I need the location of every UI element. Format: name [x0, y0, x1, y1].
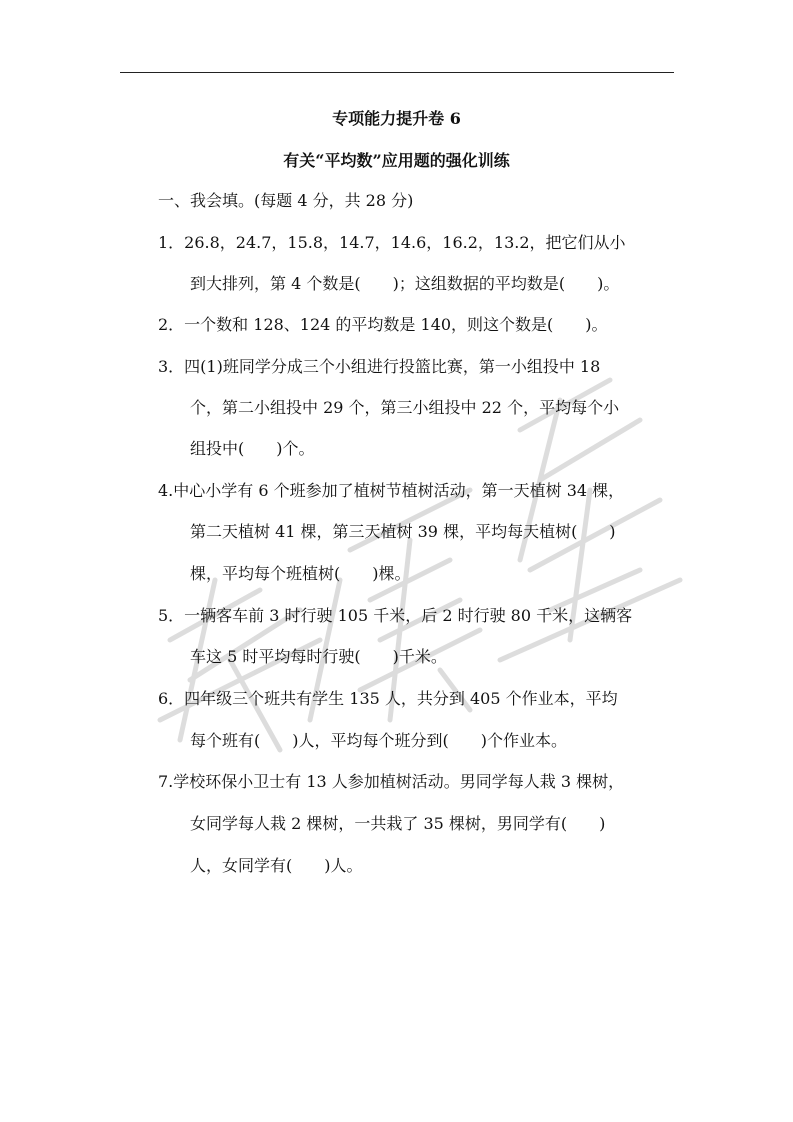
question-line: 6．四年级三个班共有学生 135 人，共分到 405 个作业本，平均	[158, 689, 618, 708]
question-line: 组投中( )个。	[190, 439, 315, 458]
page-title: 专项能力提升卷 6	[332, 109, 461, 128]
question-line: 4.中心小学有 6 个班参加了植树节植树活动，第一天植树 34 棵，	[158, 481, 625, 500]
header-rule	[120, 72, 674, 73]
question-line: 5．一辆客车前 3 时行驶 105 千米，后 2 时行驶 80 千米，这辆客	[158, 606, 633, 625]
question-line: 1．26.8，24.7，15.8，14.7，14.6，16.2，13.2，把它们从小	[158, 233, 626, 252]
question-line: 棵，平均每个班植树( )棵。	[190, 564, 411, 583]
question-line: 每个班有( )人，平均每个班分到( )个作业本。	[190, 731, 567, 750]
question-line: 2．一个数和 128、124 的平均数是 140，则这个数是( )。	[158, 315, 608, 334]
question-line: 车这 5 时平均每时行驶( )千米。	[190, 647, 447, 666]
question-line: 女同学每人栽 2 棵树，一共栽了 35 棵树，男同学有( )	[190, 814, 606, 833]
question-line: 7.学校环保小卫士有 13 人参加植树活动。男同学每人栽 3 棵树，	[158, 772, 625, 791]
question-line: 第二天植树 41 棵，第三天植树 39 棵，平均每天植树( )	[190, 522, 616, 541]
question-line: 3．四(1)班同学分成三个小组进行投篮比赛，第一小组投中 18	[158, 357, 601, 376]
section-heading: 一、我会填。(每题 4 分，共 28 分)	[158, 191, 414, 210]
page-subtitle: 有关“平均数”应用题的强化训练	[283, 151, 510, 170]
question-line: 到大排列，第 4 个数是( )；这组数据的平均数是( )。	[190, 274, 620, 293]
question-line: 个，第二小组投中 29 个，第三小组投中 22 个，平均每个小	[190, 398, 620, 417]
question-line: 人，女同学有( )人。	[190, 856, 363, 875]
